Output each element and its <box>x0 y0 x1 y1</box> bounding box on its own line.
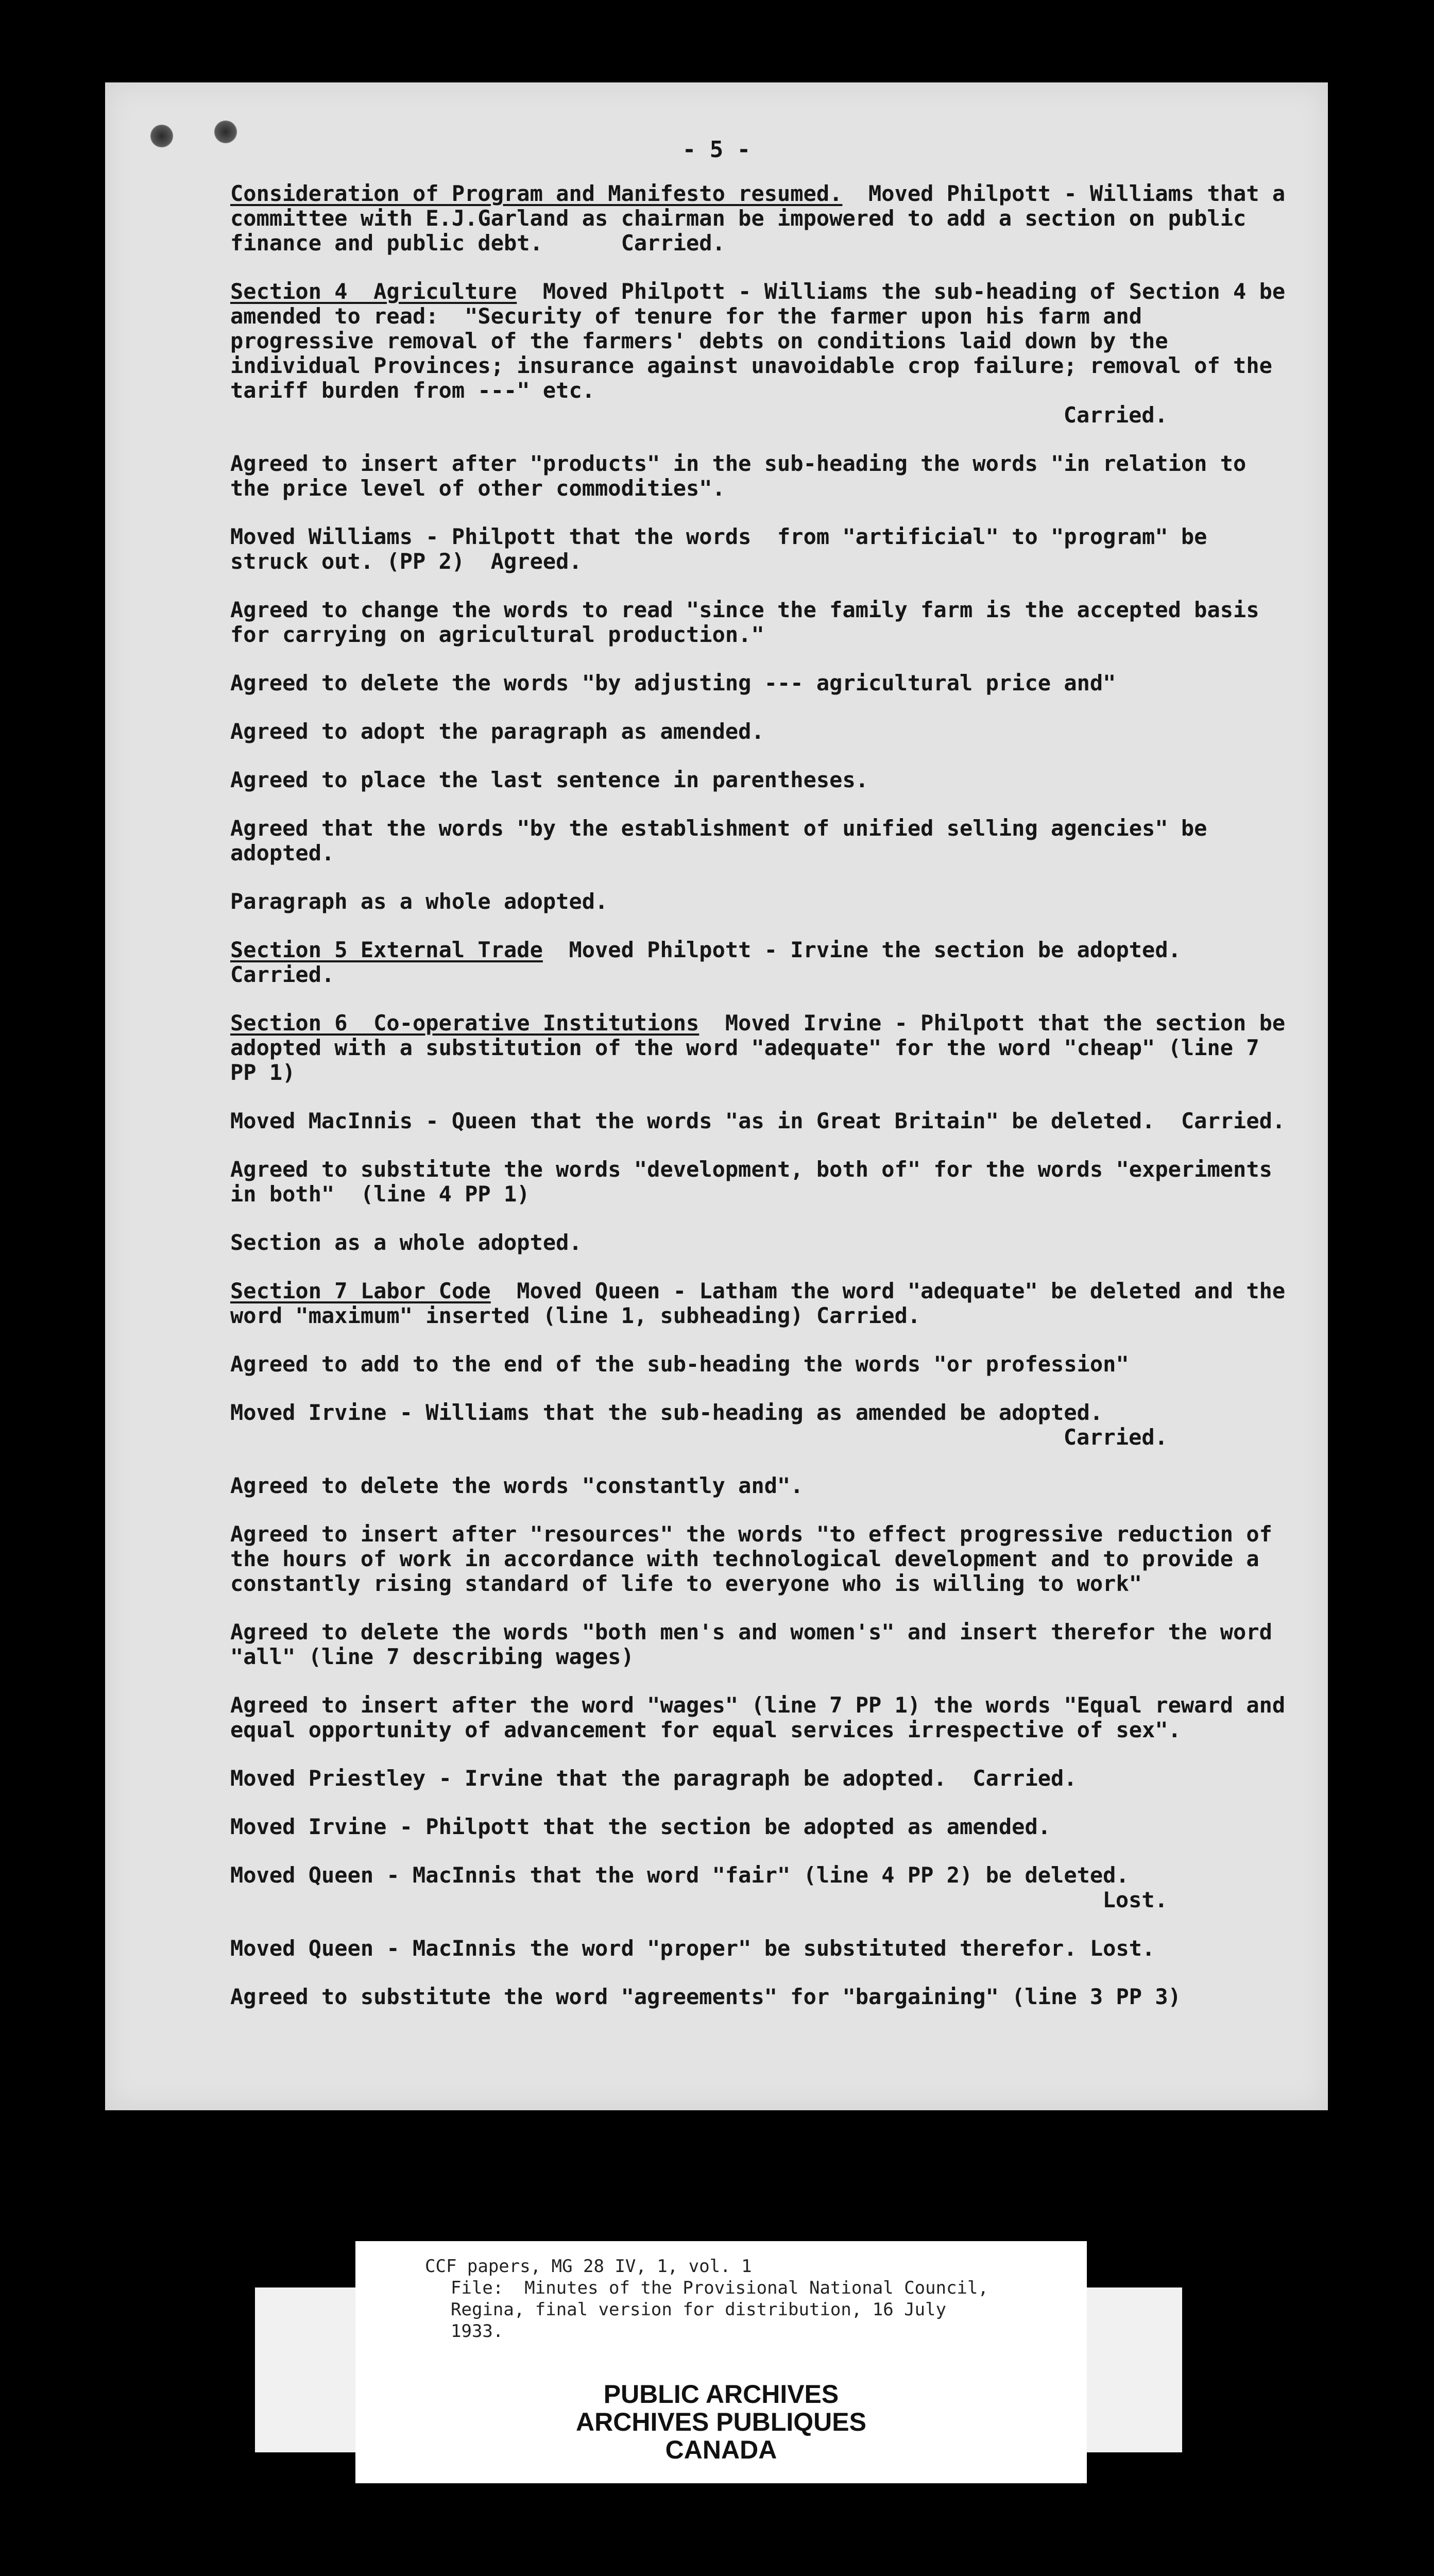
archive-name <box>355 2380 1087 2464</box>
minutes-paragraph <box>230 1157 1296 1207</box>
paragraph-text: Moved Priestley - Irvine that the paragraph be adopted. Carried. <box>230 1766 1077 1791</box>
paragraph-text: Moved Philpott - Williams the sub-heading of Section 4 be amended to read: "Security of tenure for the farmer upon his farm and progressive removal of the farmers' debts on conditions laid down by the individual Provinces; insurance against unavoidable crop failure; removal of the tariff burden from ---" etc. <box>230 279 1299 403</box>
minutes-paragraph <box>230 279 1299 428</box>
paragraph-text: Agreed to delete the words "constantly and". <box>230 1473 804 1498</box>
paragraph-text: Agreed to delete the words "by adjusting --- agricultural price and" <box>230 670 1116 696</box>
minutes-paragraph <box>230 451 1296 501</box>
minutes-paragraph <box>230 938 1296 987</box>
minutes-paragraph <box>230 598 1296 647</box>
paragraph-text: Agreed to substitute the words "development, both of" for the words "experiments in both" (line 4 PP 1) <box>230 1157 1286 1207</box>
minutes-paragraph <box>230 1815 1296 1839</box>
section-heading: Section 7 Labor Code <box>230 1278 491 1303</box>
citation-line: Regina, final version for distribution, 16 July <box>451 2299 947 2320</box>
archive-name-fr: ARCHIVES PUBLIQUES <box>576 2408 866 2436</box>
motion-result: Carried. <box>1063 402 1168 428</box>
paragraph-text: Paragraph as a whole adopted. <box>230 889 608 914</box>
archive-citation <box>425 2256 988 2342</box>
paragraph-text: Agreed that the words "by the establishment of unified selling agencies" be adopted. <box>230 816 1220 866</box>
paragraph-text: Moved Williams - Philpott that the words from "artificial" to "program" be struck out. (PP 2) Agreed. <box>230 524 1220 574</box>
minutes-paragraph <box>230 1766 1296 1791</box>
citation-line: File: Minutes of the Provisional National Council, <box>451 2278 988 2298</box>
minutes-body <box>230 181 1299 2033</box>
minutes-paragraph <box>230 889 1296 914</box>
paragraph-text: Agreed to place the last sentence in parentheses. <box>230 767 869 792</box>
paragraph-text: Agreed to adopt the paragraph as amended. <box>230 719 764 744</box>
minutes-paragraph <box>230 1278 1299 1328</box>
minutes-paragraph <box>230 671 1296 696</box>
paragraph-text: Moved Philpott - Williams that a committee with E.J.Garland as chairman be impowered to add a section on public finance and public debt. Carried. <box>230 181 1299 256</box>
minutes-paragraph <box>230 181 1299 256</box>
paragraph-text: Moved Irvine - Philpott that the section be adopted as amended. <box>230 1814 1051 1839</box>
minutes-paragraph <box>230 1109 1296 1133</box>
minutes-paragraph <box>230 1863 1296 1912</box>
section-heading: Section 5 External Trade <box>230 937 543 962</box>
paragraph-text: Moved Philpott - Irvine the section be adopted. Carried. <box>230 937 1220 987</box>
paragraph-text: Agreed to delete the words "both men's and women's" and insert therefor the word "all" (line 7 describing wages) <box>230 1619 1286 1669</box>
minutes-paragraph <box>230 816 1296 866</box>
paragraph-text: Moved Queen - MacInnis that the word "fair" (line 4 PP 2) be deleted. <box>230 1862 1129 1888</box>
minutes-paragraph <box>230 1473 1296 1498</box>
minutes-paragraph <box>230 1620 1296 1669</box>
minutes-paragraph <box>230 1522 1296 1596</box>
minutes-paragraph <box>230 1936 1296 1961</box>
archive-label <box>355 2241 1087 2483</box>
minutes-paragraph <box>230 1230 1296 1255</box>
paragraph-text: Agreed to insert after the word "wages" (line 7 PP 1) the words "Equal reward and equal opportunity of advancement for equal services irrespective of sex". <box>230 1692 1299 1742</box>
document-page <box>105 82 1328 2110</box>
page-number: - 5 - <box>682 137 751 163</box>
archive-name-en: PUBLIC ARCHIVES <box>603 2380 839 2409</box>
motion-result: Carried. <box>1063 1425 1168 1450</box>
paragraph-text: Moved Irvine - Williams that the sub-heading as amended be adopted. <box>230 1400 1103 1425</box>
minutes-paragraph <box>230 1985 1296 2009</box>
paragraph-text: Agreed to insert after "products" in the sub-heading the words "in relation to the price level of other commodities". <box>230 451 1259 501</box>
section-heading: Section 4 Agriculture <box>230 279 517 304</box>
section-heading: Section 6 Co-operative Institutions <box>230 1010 699 1036</box>
minutes-paragraph <box>230 719 1296 744</box>
paragraph-text: Moved MacInnis - Queen that the words "as in Great Britain" be deleted. Carried. <box>230 1108 1286 1133</box>
section-heading: Consideration of Program and Manifesto resumed. <box>230 181 843 206</box>
paragraph-text: Agreed to insert after "resources" the words "to effect progressive reduction of the hours of work in accordance with technological development and to provide a constantly rising standard of life to everyone who is willing to work" <box>230 1521 1286 1596</box>
minutes-paragraph <box>230 1010 1299 1085</box>
minutes-paragraph <box>230 768 1296 792</box>
paragraph-text: Agreed to add to the end of the sub-heading the words "or profession" <box>230 1351 1129 1377</box>
citation-line: 1933. <box>451 2321 504 2342</box>
motion-result: Lost. <box>1102 1887 1168 1912</box>
minutes-paragraph <box>230 1352 1296 1377</box>
paragraph-text: Moved Irvine - Philpott that the section be adopted with a substitution of the word "adequate" for the word "cheap" (line 7 PP 1) <box>230 1010 1299 1085</box>
minutes-paragraph <box>230 1692 1299 1742</box>
paragraph-text: Moved Queen - MacInnis the word "proper" be substituted therefor. Lost. <box>230 1936 1155 1961</box>
archive-country: CANADA <box>665 2435 777 2464</box>
minutes-paragraph <box>230 1400 1296 1450</box>
paragraph-text: Agreed to change the words to read "since the family farm is the accepted basis for carrying on agricultural production." <box>230 597 1272 647</box>
paragraph-text: Agreed to substitute the word "agreements" for "bargaining" (line 3 PP 3) <box>230 1984 1181 2009</box>
paragraph-text: Section as a whole adopted. <box>230 1230 582 1255</box>
citation-line: CCF papers, MG 28 IV, 1, vol. 1 <box>425 2256 752 2277</box>
paragraph-text: Moved Queen - Latham the word "adequate" be deleted and the word "maximum" inserted (line 1, subheading) Carried. <box>230 1278 1299 1328</box>
minutes-paragraph <box>230 524 1296 574</box>
